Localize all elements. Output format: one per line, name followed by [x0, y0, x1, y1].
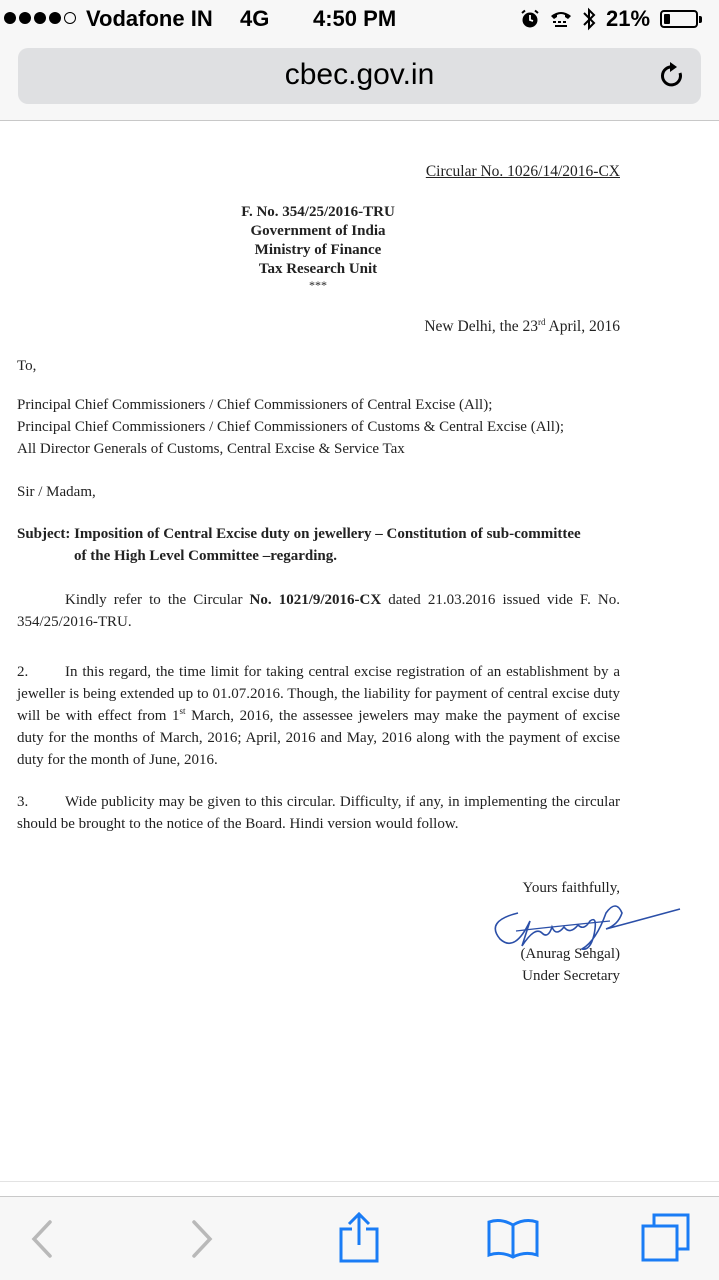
document-date	[424, 311, 620, 338]
browser-toolbar	[0, 1196, 719, 1280]
signatory-name: (Anurag Sehgal)	[520, 946, 620, 962]
circular-document	[0, 121, 719, 1196]
document-header	[200, 203, 436, 291]
designation: Under Secretary	[522, 968, 620, 984]
to-line: To,	[17, 358, 37, 374]
tabs-icon[interactable]	[640, 1213, 692, 1263]
signal-dot	[64, 12, 76, 24]
salutation: Sir / Madam,	[17, 484, 96, 500]
signal-dot	[19, 12, 31, 24]
date-superscript: rd	[538, 317, 546, 327]
url-text[interactable]: cbec.gov.in	[284, 58, 435, 91]
divider	[0, 1181, 719, 1182]
closing: Yours faithfully,	[522, 880, 620, 896]
paragraph-2	[17, 661, 620, 771]
date-text: New Delhi, the 23	[424, 318, 538, 336]
network-type: 4G	[240, 6, 270, 31]
paragraph-text: Kindly refer to the Circular	[65, 592, 250, 608]
back-icon[interactable]	[28, 1219, 56, 1259]
paragraph-text: dated 21.03.2016 issued vide F. No. 354/25/2016-TRU.	[17, 592, 620, 630]
tty-icon	[550, 9, 572, 29]
subject-line: Subject: Imposition of Central Excise duty on jewellery – Constitution of sub-committee	[17, 526, 581, 542]
paragraph-text: March, 2016, the assessee jewelers may make the payment of excise duty for the months of March, 2016; April, 2016 and May, 2016 along with the payment of excise duty for the month of June, 2016.	[17, 708, 620, 768]
circular-reference: No. 1021/9/2016-CX	[249, 592, 382, 608]
subject-line: of the High Level Committee –regarding.	[74, 548, 338, 564]
signal-dot	[34, 12, 46, 24]
signal-dot	[49, 12, 61, 24]
paragraph-1	[17, 589, 620, 633]
addressee: Principal Chief Commissioners / Chief Commissioners of Customs & Central Excise (All);	[17, 419, 565, 435]
header-line: Tax Research Unit	[258, 261, 378, 277]
addressee: Principal Chief Commissioners / Chief Commissioners of Central Excise (All);	[17, 397, 493, 413]
paragraph-3	[17, 791, 620, 835]
signal-strength-icon	[4, 12, 76, 24]
bluetooth-icon	[582, 7, 596, 31]
address-bar[interactable]	[18, 48, 701, 104]
battery-level	[664, 14, 670, 24]
file-number: F. No. 354/25/2016-TRU	[241, 204, 395, 220]
paragraph-number: 2.	[17, 664, 29, 680]
paragraph-superscript: st	[179, 706, 186, 716]
date-text: April, 2016	[545, 318, 620, 336]
status-time: 4:50 PM	[313, 6, 397, 31]
header-line: Ministry of Finance	[254, 242, 382, 258]
paragraph-text: In this regard, the time limit for taking central excise registration of an establishment by a jeweller is being extended up to 01.07.2016. Though, the liability for payment of central excise duty will be with effect from 1	[17, 664, 620, 724]
reload-icon[interactable]	[657, 60, 687, 92]
bookmarks-icon[interactable]	[486, 1217, 540, 1259]
carrier-name: Vodafone IN	[86, 6, 213, 31]
share-icon[interactable]	[338, 1211, 380, 1263]
battery-percent: 21%	[606, 6, 651, 31]
header-line: Government of India	[250, 223, 386, 239]
status-bar	[0, 0, 719, 40]
paragraph-text: Wide publicity may be given to this circular. Difficulty, if any, in implementing the circular should be brought to the notice of the Board. Hindi version would follow.	[17, 794, 620, 832]
header-stars: ***	[309, 278, 327, 292]
forward-icon[interactable]	[188, 1219, 216, 1259]
battery-icon	[660, 10, 698, 28]
alarm-icon	[520, 9, 540, 29]
subject	[17, 523, 620, 567]
addressee: All Director Generals of Customs, Central Excise & Service Tax	[17, 441, 405, 457]
signal-dot	[4, 12, 16, 24]
paragraph-number: 3.	[17, 794, 29, 810]
circular-number: Circular No. 1026/14/2016-CX	[425, 163, 620, 180]
